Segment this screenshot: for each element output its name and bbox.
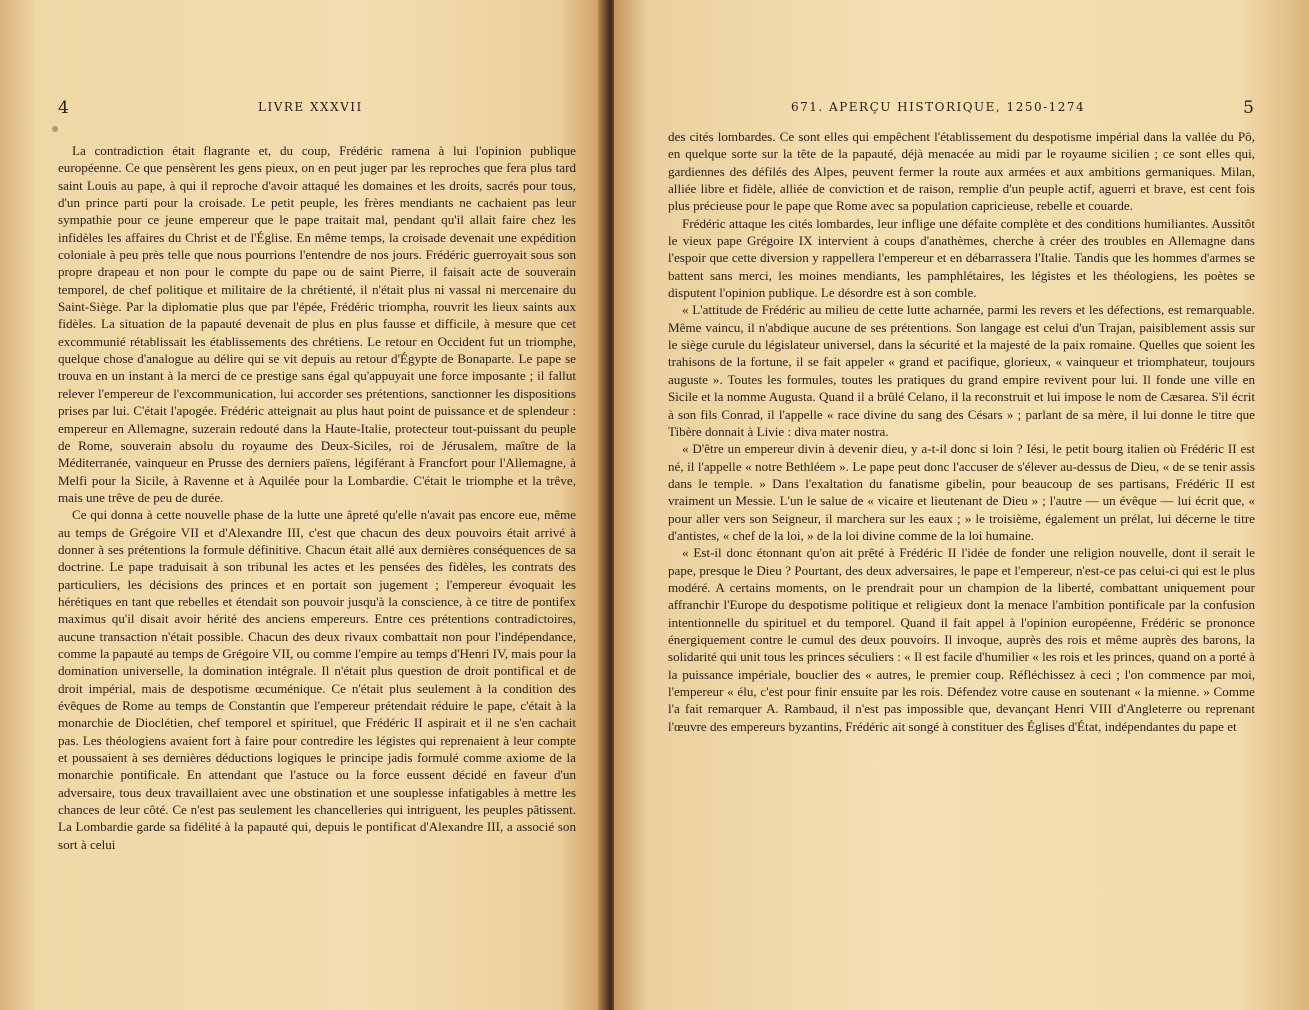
left-page — [0, 0, 606, 1010]
paragraph: « L'attitude de Frédéric au milieu de cette lutte acharnée, parmi les revers et les défections, est remarquable. Même vaincu, il n'abdique aucune de ses prétentions. Son langage est celui d'un Trajan, paisiblement assis sur le siège curule du législateur universel, dans la sécurité et la majesté de la paix romaine. Quelles que soient les trahisons de la fortune, il se fait appeler « grand et pacifique, glorieux, « vainqueur et triomphateur, toujours auguste ». Toutes les formules, toutes les pratiques du grand empire revivent pour lui. Il fonde une ville en Sicile et la nomme Augusta. Quand il a brûlé Celano, il la reconstruit et lui impose le nom de Cæsarea. S'il écrit à son fils Conrad, il l'appelle « race divine du sang des Césars » ; parlant de sa mère, il lui donne le titre que Tibère donnait à Livie : diva mater nostra. — [668, 302, 1255, 439]
paragraph: « Est-il donc étonnant qu'on ait prêté à Frédéric II l'idée de fonder une religion nouvelle, dont il serait le pape, presque le Dieu ? Pourtant, des deux adversaires, le pape et l'empereur, n'est-ce pas celui-ci qui est le plus modéré. A certains moments, on le prendrait pour un champion de la liberté, combattant uniquement pour affranchir l'Europe du despotisme politique et religieux dont la menace l'ambition pontificale par la confusion intentionnelle du spirituel et du temporel. Quand il fait appel à l'opinion européenne, Frédéric se prononce énergiquement contre le cumul des deux pouvoirs. Il invoque, auprès des rois et même auprès des barons, la solidarité qui unit tous les princes séculiers : « Il est facile d'humilier « les rois et les princes, quand on a porté à la puissance impériale, bouclier des « autres, le premier coup. Réfléchissez à ceci ; l'on commence par moi, l'empereur « élu, c'est pour finir ensuite par les rois. Défendez votre cause en soutenant « la mienne. » Comme l'a fait remarquer A. Rambaud, il n'est pas impossible que, devançant Henri VIII d'Angleterre ou reprenant l'œuvre des empereurs byzantins, Frédéric ait songé à constituer des Églises d'État, indépendantes du pape et — [668, 545, 1255, 734]
page-number: 5 — [1243, 98, 1254, 118]
right-page — [614, 0, 1309, 1010]
running-head: 671. APERÇU HISTORIQUE, 1250-1274 — [791, 100, 1086, 114]
right-page-header — [669, 100, 1254, 124]
paragraph: Ce qui donna à cette nouvelle phase de la lutte une âpreté qu'elle n'avait pas encore eue, même au temps de Grégoire VII et d'Alexandre III, c'est que chacun des deux pouvoirs était arrivé à donner à ses prétentions la formule définitive. Chacun était allé aux dernières conséquences de sa doctrine. Le pape traduisait à son tribunal les actes et les pensées des fidèles, les contrats des particuliers, les décisions des princes et en portait son jugement ; l'empereur évoquait les hérétiques en tant que rebelles et étendait son pouvoir jusqu'à la conscience, à ce titre de pontifex maximus qu'il disait avoir hérité des anciens empereurs. Entre ces prétentions contradictoires, aucune transaction n'était possible. Chacun des deux rivaux combattait non pour l'indépendance, comme la papauté au temps de Grégoire VII, ou comme l'empire au temps d'Henri IV, mais pour la domination universelle, la domination intégrale. Il n'était plus question de droit pontifical et de droit impérial, mais de despotisme œcuménique. Ce n'était plus seulement à la condition des évêques de Rome au temps de Constantin que l'empereur prétendait réduire le pape, c'était à la monarchie de Dioclétien, chef temporel et spirituel, que Frédéric II aspirait et il ne s'en cachait pas. Les théologiens avaient fort à faire pour contredire les légistes qui reprenaient à leur compte et poussaient à ses dernières déductions logiques le principe jadis formulé comme axiome de la monarchie pontificale. En attendant que l'astuce ou la force eussent décidé en faveur d'un adversaire, tous deux travaillaient avec une obstination et une souplesse infatigables à mettre les chances de leur côté. Ce n'est pas seulement les chancelleries qui intriguent, les peuples pâtissent. La Lombardie garde sa fidélité à la papauté qui, depuis le pontificat d'Alexandre III, a associé son sort à celui — [58, 507, 577, 852]
running-head: LIVRE XXXVII — [258, 100, 363, 114]
ink-spot — [52, 126, 58, 132]
right-page-body — [668, 128, 1255, 735]
paragraph: Frédéric attaque les cités lombardes, leur inflige une défaite complète et des conditions humiliantes. Aussitôt le vieux pape Grégoire IX intervient à coups d'anathèmes, cherche à créer des troubles en Allemagne dans l'espoir que cette diversion y rappellera l'empereur et en débarrassera l'Italie. Tandis que les hommes d'armes se battent sans merci, les moines mendiants, les pamphlétaires, les légistes et les théologiens, les poètes se disputent l'opinion publique. Le désordre est à son comble. — [668, 215, 1255, 301]
paragraph: des cités lombardes. Ce sont elles qui empêchent l'établissement du despotisme impérial dans la vallée du Pô, en quelque sorte sur la tête de la papauté, déjà menacée au midi par le royaume sicilien ; ce sont elles qui, gardiennes des défilés des Alpes, peuvent fermer la route aux armées et aux ambitions germaniques. Milan, alliée libre et fidèle, alliée de conviction et de raison, remplie d'un peuple actif, aguerri et brave, est cent fois plus précieuse pour le pape que Rome avec sa population capricieuse, rebelle et couarde. — [668, 129, 1255, 214]
page-number: 4 — [58, 98, 69, 118]
left-page-body — [58, 142, 576, 853]
left-page-header — [58, 100, 578, 124]
paragraph: La contradiction était flagrante et, du coup, Frédéric ramena à lui l'opinion publique européenne. Ce que pensèrent les gens pieux, on en peut juger par les reproches que fera plus tard saint Louis au pape, à qui il reproche d'avoir attaqué les domaines et les droits, sacrés pour tous, d'un prince parti pour la croisade. Le petit peuple, les frères mendiants ne cachaient pas leur sympathie pour ce jeune empereur que le pape traitait mal, pendant qu'il allait faire chez les infidèles les affaires du Christ et de l'Église. En même temps, la croisade devenait une expédition coloniale à peu près telle que nous pourrions l'entendre de nos jours. Frédéric guerroyait sous son propre drapeau et non pour le compte du pape ou de saint Pierre, il faisait acte de souverain temporel, de chef politique et militaire de la chrétienté, il n'était plus ni vassal ni mercenaire du Saint-Siège. Par la diplomatie plus que par l'épée, Frédéric triompha, rouvrit les lieux saints aux fidèles. La situation de la papauté devenait de plus en plus fausse et difficile, à mesure que cet excommunié rétablissait les établissements des chrétiens. Le retour en Occident fut un triomphe, quelque chose d'analogue au délire qui se vit depuis au retour d'Égypte de Bonaparte. Le pape se trouva en un instant à la merci de ce prestige sans égal qu'appuyait une force imposante ; il fallut relever l'empereur de l'excommunication, lui accorder ses prétentions, sanctionner les dispositions prises par lui. C'était l'apogée. Frédéric atteignait au plus haut point de puissance et de splendeur : empereur en Allemagne, suzerain redouté dans la Haute-Italie, protecteur tout-puissant du peuple de Rome, souverain absolu du royaume des Deux-Siciles, roi de Jérusalem, maître de la Méditerranée, vainqueur en Prusse des derniers païens, légiférant à Francfort pour l'Allemagne, à Melfi pour la Sicile, à Ravenne et à Aquilée pour la Lombardie. C'était le triomphe et la trêve, mais une trêve de peu de durée. — [58, 143, 576, 505]
paragraph: « D'être un empereur divin à devenir dieu, y a-t-il donc si loin ? Iési, le petit bourg italien où Frédéric II est né, il l'appelle « notre Bethléem ». Le pape peut donc l'accuser de s'élever au-dessus de Dieu, « de se tenir assis dans le temple. » Dans l'exaltation du fanatisme gibelin, pour beaucoup de ses partisans, Frédéric II est vraiment un Messie. L'un le salue de « vicaire et lieutenant de Dieu » ; l'autre — un évêque — lui écrit que, « pour aller vers son Seigneur, il marchera sur les eaux ; » le troisième, également un prélat, lui décerne le titre d'antistes, « chef de la loi, » de la loi divine comme de la loi humaine. — [668, 441, 1255, 543]
